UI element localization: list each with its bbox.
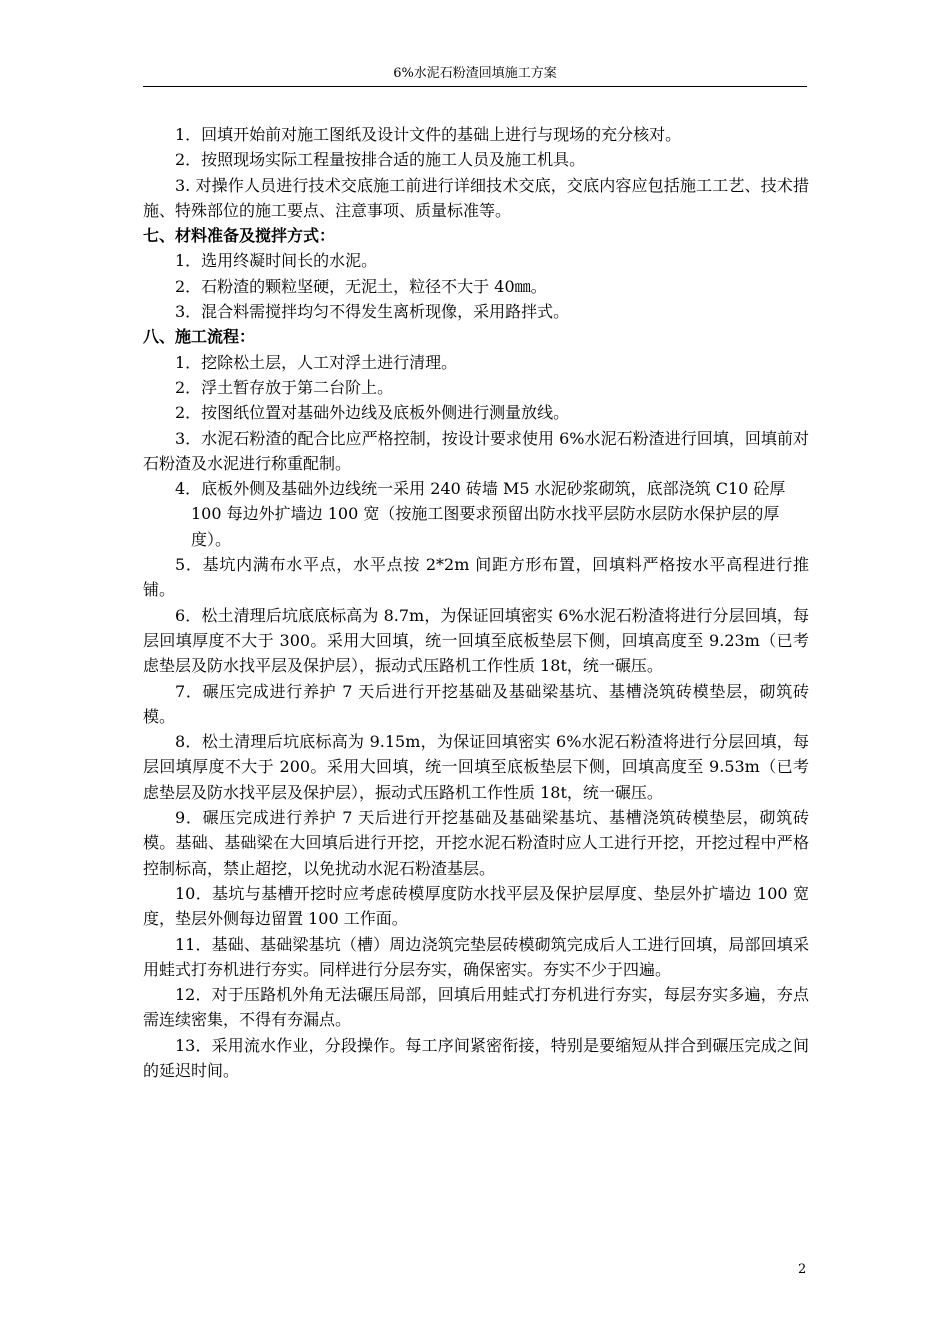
header-title: 6%水泥石粉渣回填施工方案: [393, 66, 557, 81]
section-heading-8: 八、施工流程：: [143, 327, 256, 347]
material-item-2: 2．石粉渣的颗粒坚硬，无泥土，粒径不大于 40㎜。: [175, 276, 547, 296]
paragraph-3: 3. 对操作人员进行技术交底施工前进行详细技术交底，交底内容应包括施工工艺、技术措施、特殊部位的施工要点、注意事项、质量标准等。: [143, 175, 809, 220]
section-heading-7: 七、材料准备及搅拌方式：: [143, 226, 336, 246]
material-item-1: 1．选用终凝时间长的水泥。: [175, 251, 378, 271]
flow-item-2b: 2．按图纸位置对基础外边线及底板外侧进行测量放线。: [175, 403, 570, 423]
flow-item-13: 13．采用流水作业，分段操作。每工序间紧密衔接，特别是要缩短从拌合到碾压完成之间的延迟时间。: [143, 1035, 809, 1080]
flow-item-11: 11．基础、基础梁基坑（槽）周边浇筑完垫层砖模砌筑完成后人工进行回填，局部回填采用蛙式打夯机进行夯实。同样进行分层夯实，确保密实。夯实不少于四遍。: [143, 934, 809, 979]
flow-item-2: 2．浮土暂存放于第二台阶上。: [175, 377, 394, 397]
paragraph-2: 2．按照现场实际工程量按排合适的施工人员及施工机具。: [175, 150, 586, 170]
flow-item-4: 4．底板外侧及基础外边线统一采用 240 砖墙 M5 水泥砂浆砌筑，底部浇筑 C10 砼厚 100 每边外扩墙边 100 宽（按施工图要求预留出防水找平层防水层防水保护层的厚度）。: [175, 479, 786, 549]
page-header: [143, 64, 807, 87]
flow-item-6: 6．松土清理后坑底底标高为 8.7m，为保证回填密实 6%水泥石粉渣将进行分层回填，每层回填厚度不大于 300。采用大回填，统一回填至底板垫层下侧，回填高度至 9.23m（已考虑垫层及防水找平层及保护层），振动式压路机工作性质 18t，统一碾压。: [143, 605, 809, 676]
flow-item-9: 9．碾压完成进行养护 7 天后进行开挖基础及基础梁基坑、基槽浇筑砖模垫层，砌筑砖模。基础、基础梁在大回填后进行开挖，开挖水泥石粉渣时应人工进行开挖，开挖过程中严格控制标高，禁止超挖，以免扰动水泥石粉渣基层。: [143, 808, 809, 878]
material-item-3: 3．混合料需搅拌均匀不得发生离析现像，采用路拌式。: [175, 302, 570, 322]
flow-item-5: 5．基坑内满布水平点，水平点按 2*2m 间距方形布置，回填料严格按水平高程进行推铺。: [143, 555, 809, 600]
flow-item-10: 10．基坑与基槽开挖时应考虑砖模厚度防水找平层及保护层厚度、垫层外扩墙边 100 宽度，垫层外侧每边留置 100 工作面。: [143, 883, 809, 929]
flow-item-3: 3．水泥石粉渣的配合比应严格控制，按设计要求使用 6%水泥石粉渣进行回填，回填前对石粉渣及水泥进行称重配制。: [143, 428, 809, 473]
paragraph-1: 1．回填开始前对施工图纸及设计文件的基础上进行与现场的充分核对。: [175, 125, 682, 144]
flow-item-8: 8．松土清理后坑底标高为 9.15m，为保证回填密实 6%水泥石粉渣将进行分层回填，每层回填厚度不大于 200。采用大回填，统一回填至底板垫层下侧，回填高度至 9.53m（已考虑垫层及防水找平层及保护层），振动式压路机工作性质 18t，统一碾压。: [143, 732, 809, 802]
document-body: [143, 122, 809, 1083]
flow-item-7: 7．碾压完成进行养护 7 天后进行开挖基础及基础梁基坑、基槽浇筑砖模垫层，砌筑砖模。: [143, 681, 809, 726]
flow-item-1: 1．挖除松土层，人工对浮土进行清理。: [175, 352, 458, 372]
page-number: 2: [798, 1262, 807, 1277]
flow-item-12: 12．对于压路机外角无法碾压局部，回填后用蛙式打夯机进行夯实，每层夯实多遍，夯点需连续密集，不得有夯漏点。: [143, 985, 809, 1030]
